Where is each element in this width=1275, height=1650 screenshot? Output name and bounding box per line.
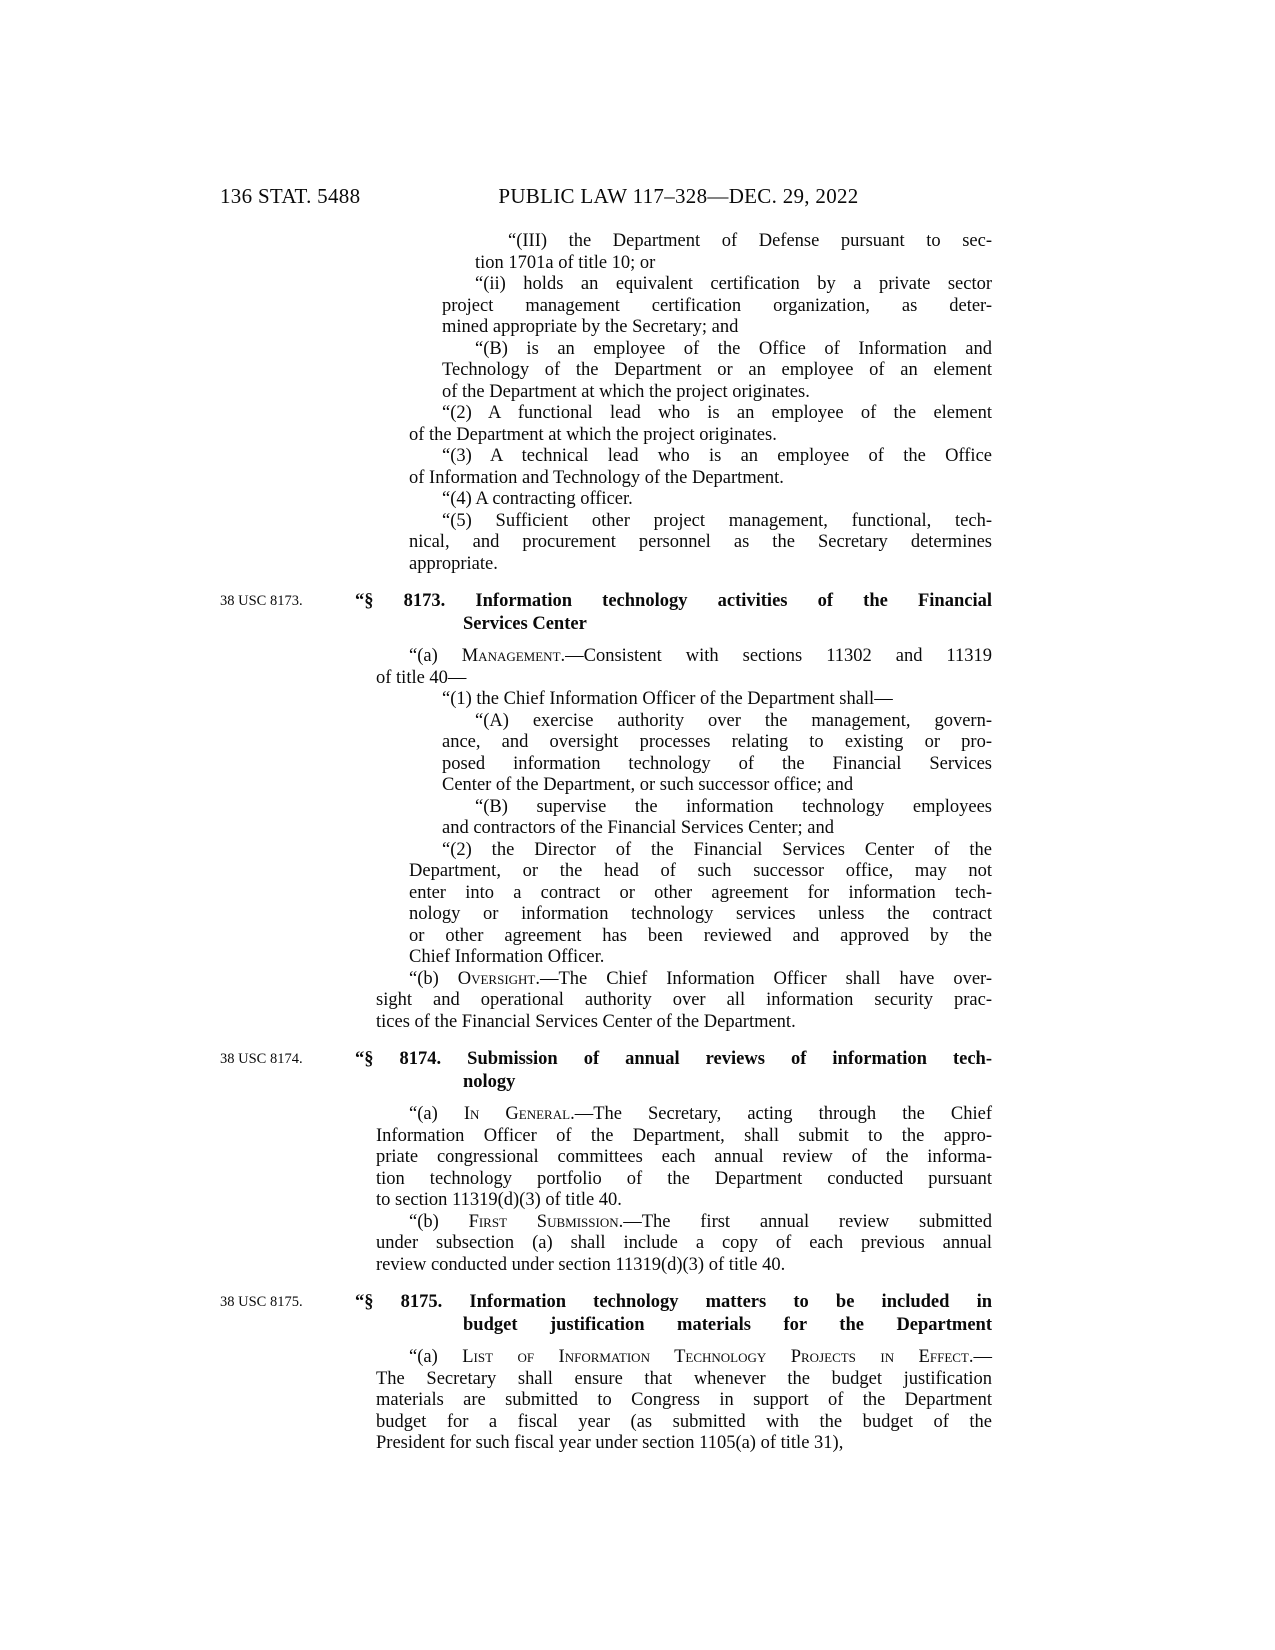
text-segment: “(B) is an employee of the Office of Information and	[475, 338, 992, 359]
paragraph	[365, 489, 992, 511]
text-line	[355, 590, 992, 613]
text-segment: The Secretary shall ensure that whenever the budget justification	[376, 1368, 992, 1389]
text-line	[365, 904, 992, 926]
text-line	[365, 732, 992, 754]
text-line	[365, 425, 992, 447]
text-segment: “(III) the Department of Defense pursuant to sec-	[508, 231, 992, 251]
text-line	[365, 554, 992, 576]
text-line	[365, 339, 992, 361]
text-line	[365, 754, 992, 776]
small-caps-text: First Submission	[468, 1211, 619, 1232]
paragraph	[365, 797, 992, 840]
text-segment: “(A) exercise authority over the management, govern-	[475, 710, 992, 731]
text-segment: enter into a contract or other agreement for information tech-	[409, 882, 992, 903]
paragraph	[365, 511, 992, 576]
text-segment: “(a)	[409, 646, 462, 666]
text-segment: and contractors of the Financial Services Center; and	[442, 818, 834, 838]
text-line	[365, 360, 992, 382]
text-line	[365, 1212, 992, 1234]
text-segment: tion 1701a of title 10; or	[475, 252, 656, 273]
paragraph	[365, 840, 992, 969]
text-line	[365, 1104, 992, 1126]
text-segment: “(a)	[409, 1104, 464, 1124]
text-segment: materials are submitted to Congress in support of the Department	[376, 1390, 992, 1410]
text-line	[365, 689, 992, 711]
text-segment: President for such fiscal year under section 1105(a) of title 31),	[376, 1433, 844, 1453]
small-caps-text: List of Information Technology Projects in Effect	[462, 1347, 969, 1367]
text-segment: “§ 8175. Information technology matters to be included in	[355, 1292, 992, 1312]
text-segment: “§ 8174. Submission of annual reviews of information tech-	[355, 1049, 992, 1069]
text-line	[365, 947, 992, 969]
text-line	[365, 883, 992, 905]
text-line	[365, 1190, 992, 1212]
text-line	[365, 1412, 992, 1434]
text-line	[365, 990, 992, 1012]
text-segment: nology or information technology services unless the contract	[409, 904, 992, 924]
text-segment: Services Center	[463, 614, 587, 634]
text-segment: “(2) the Director of the Financial Services Center of the	[442, 839, 992, 860]
text-line	[365, 511, 992, 533]
text-segment: .—	[968, 1347, 992, 1367]
text-segment: sight and operational authority over all information security prac-	[376, 990, 992, 1010]
text-line	[355, 1291, 992, 1314]
paragraph	[365, 646, 992, 689]
text-segment: Chief Information Officer.	[409, 947, 605, 967]
text-segment: to section 11319(d)(3) of title 40.	[376, 1190, 622, 1210]
text-segment: “§ 8173. Information technology activities of the Financial	[355, 591, 992, 611]
text-segment: “(ii) holds an equivalent certification by a private sector	[475, 274, 992, 294]
public-law-header: PUBLIC LAW 117–328—DEC. 29, 2022	[498, 184, 859, 208]
paragraph	[365, 274, 992, 339]
text-line	[365, 253, 992, 275]
paragraph	[365, 403, 992, 446]
section-heading	[220, 590, 992, 636]
text-line	[365, 668, 992, 690]
text-line	[365, 532, 992, 554]
text-segment: “(1) the Chief Information Officer of the Department shall—	[442, 689, 893, 709]
text-segment: nical, and procurement personnel as the Secretary determines	[409, 532, 992, 552]
paragraph	[365, 711, 992, 797]
text-line	[365, 969, 992, 991]
text-segment: priate congressional committees each annual review of the informa-	[376, 1147, 992, 1167]
text-segment: .—Consistent with sections 11302 and 11319	[560, 646, 992, 666]
text-line	[365, 1390, 992, 1412]
text-segment: review conducted under section 11319(d)(3) of title 40.	[376, 1254, 786, 1275]
text-segment: “(b)	[409, 1211, 469, 1232]
section-heading	[220, 1048, 992, 1094]
text-segment: “(4) A contracting officer.	[442, 489, 633, 509]
text-line	[365, 468, 992, 490]
usc-margin-note: 38 USC 8173.	[220, 593, 303, 609]
text-segment: .—The Chief Information Officer shall have over-	[535, 968, 992, 989]
text-line	[365, 1012, 992, 1034]
text-segment: project management certification organization, as deter-	[442, 295, 992, 316]
text-line	[365, 274, 992, 296]
text-line	[365, 711, 992, 733]
text-line	[365, 797, 992, 819]
text-segment: “(2) A functional lead who is an employee of the element	[442, 403, 992, 423]
paragraph	[365, 969, 992, 1034]
text-line	[365, 1255, 992, 1277]
text-line	[365, 296, 992, 318]
text-line	[365, 1233, 992, 1255]
text-line	[365, 1314, 992, 1337]
text-segment: of the Department at which the project originates.	[442, 381, 810, 402]
text-segment: “(3) A technical lead who is an employee of the Office	[442, 446, 992, 466]
text-segment: posed information technology of the Financial Services	[442, 753, 992, 774]
text-segment: budget for a fiscal year (as submitted with the budget of the	[376, 1411, 992, 1432]
text-line	[365, 403, 992, 425]
text-line	[365, 775, 992, 797]
text-segment: tices of the Financial Services Center of the Department.	[376, 1011, 796, 1032]
text-segment: Department, or the head of such successor office, may not	[409, 861, 992, 881]
text-segment: under subsection (a) shall include a copy of each previous annual	[376, 1233, 992, 1253]
text-segment: of Information and Technology of the Department.	[409, 467, 784, 488]
text-segment: .—The first annual review submitted	[618, 1211, 992, 1232]
usc-margin-note: 38 USC 8174.	[220, 1051, 303, 1067]
text-segment: mined appropriate by the Secretary; and	[442, 317, 739, 337]
paragraph	[365, 689, 992, 711]
small-caps-text: Oversight	[457, 968, 536, 989]
text-segment: Center of the Department, or such successor office; and	[442, 775, 854, 795]
page-number-stat: 136 STAT. 5488	[220, 184, 361, 208]
text-segment: “(a)	[409, 1347, 463, 1367]
text-segment: of title 40—	[376, 667, 467, 688]
text-segment: of the Department at which the project originates.	[409, 424, 777, 445]
text-line	[365, 1369, 992, 1391]
text-segment: ance, and oversight processes relating to existing or pro-	[442, 732, 992, 752]
text-segment: appropriate.	[409, 553, 498, 574]
text-line	[365, 1433, 992, 1455]
text-segment: or other agreement has been reviewed and approved by the	[409, 925, 992, 946]
paragraph	[365, 1212, 992, 1277]
paragraph	[365, 231, 992, 274]
small-caps-text: In General	[463, 1104, 571, 1124]
text-line	[365, 382, 992, 404]
text-line	[365, 861, 992, 883]
text-segment: “(B) supervise the information technology employees	[475, 796, 992, 817]
text-line	[355, 1048, 992, 1071]
text-segment: Information Officer of the Department, shall submit to the appro-	[376, 1125, 992, 1146]
text-segment: Technology of the Department or an employee of an element	[442, 360, 992, 380]
text-line	[365, 646, 992, 668]
text-line	[365, 231, 992, 253]
text-line	[365, 840, 992, 862]
statute-text-column	[220, 231, 992, 1455]
text-line	[365, 1169, 992, 1191]
small-caps-text: Management	[461, 646, 561, 666]
section-heading	[220, 1291, 992, 1337]
text-line	[365, 489, 992, 511]
text-line	[365, 317, 992, 339]
text-segment: tion technology portfolio of the Department conducted pursuant	[376, 1168, 992, 1189]
text-line	[365, 1071, 992, 1094]
text-line	[365, 926, 992, 948]
text-line	[365, 818, 992, 840]
paragraph	[365, 446, 992, 489]
text-segment: “(5) Sufficient other project management, functional, tech-	[442, 510, 992, 531]
paragraph	[365, 1347, 992, 1455]
paragraph	[365, 1104, 992, 1212]
text-segment: nology	[463, 1072, 516, 1092]
text-segment: budget justification materials for the Department	[463, 1315, 992, 1335]
text-segment: .—The Secretary, acting through the Chief	[570, 1104, 992, 1124]
text-line	[365, 1147, 992, 1169]
text-line	[365, 613, 992, 636]
usc-margin-note: 38 USC 8175.	[220, 1294, 303, 1310]
text-segment: “(b)	[409, 968, 458, 989]
paragraph	[365, 339, 992, 404]
text-line	[365, 1347, 992, 1369]
text-line	[365, 446, 992, 468]
text-line	[365, 1126, 992, 1148]
